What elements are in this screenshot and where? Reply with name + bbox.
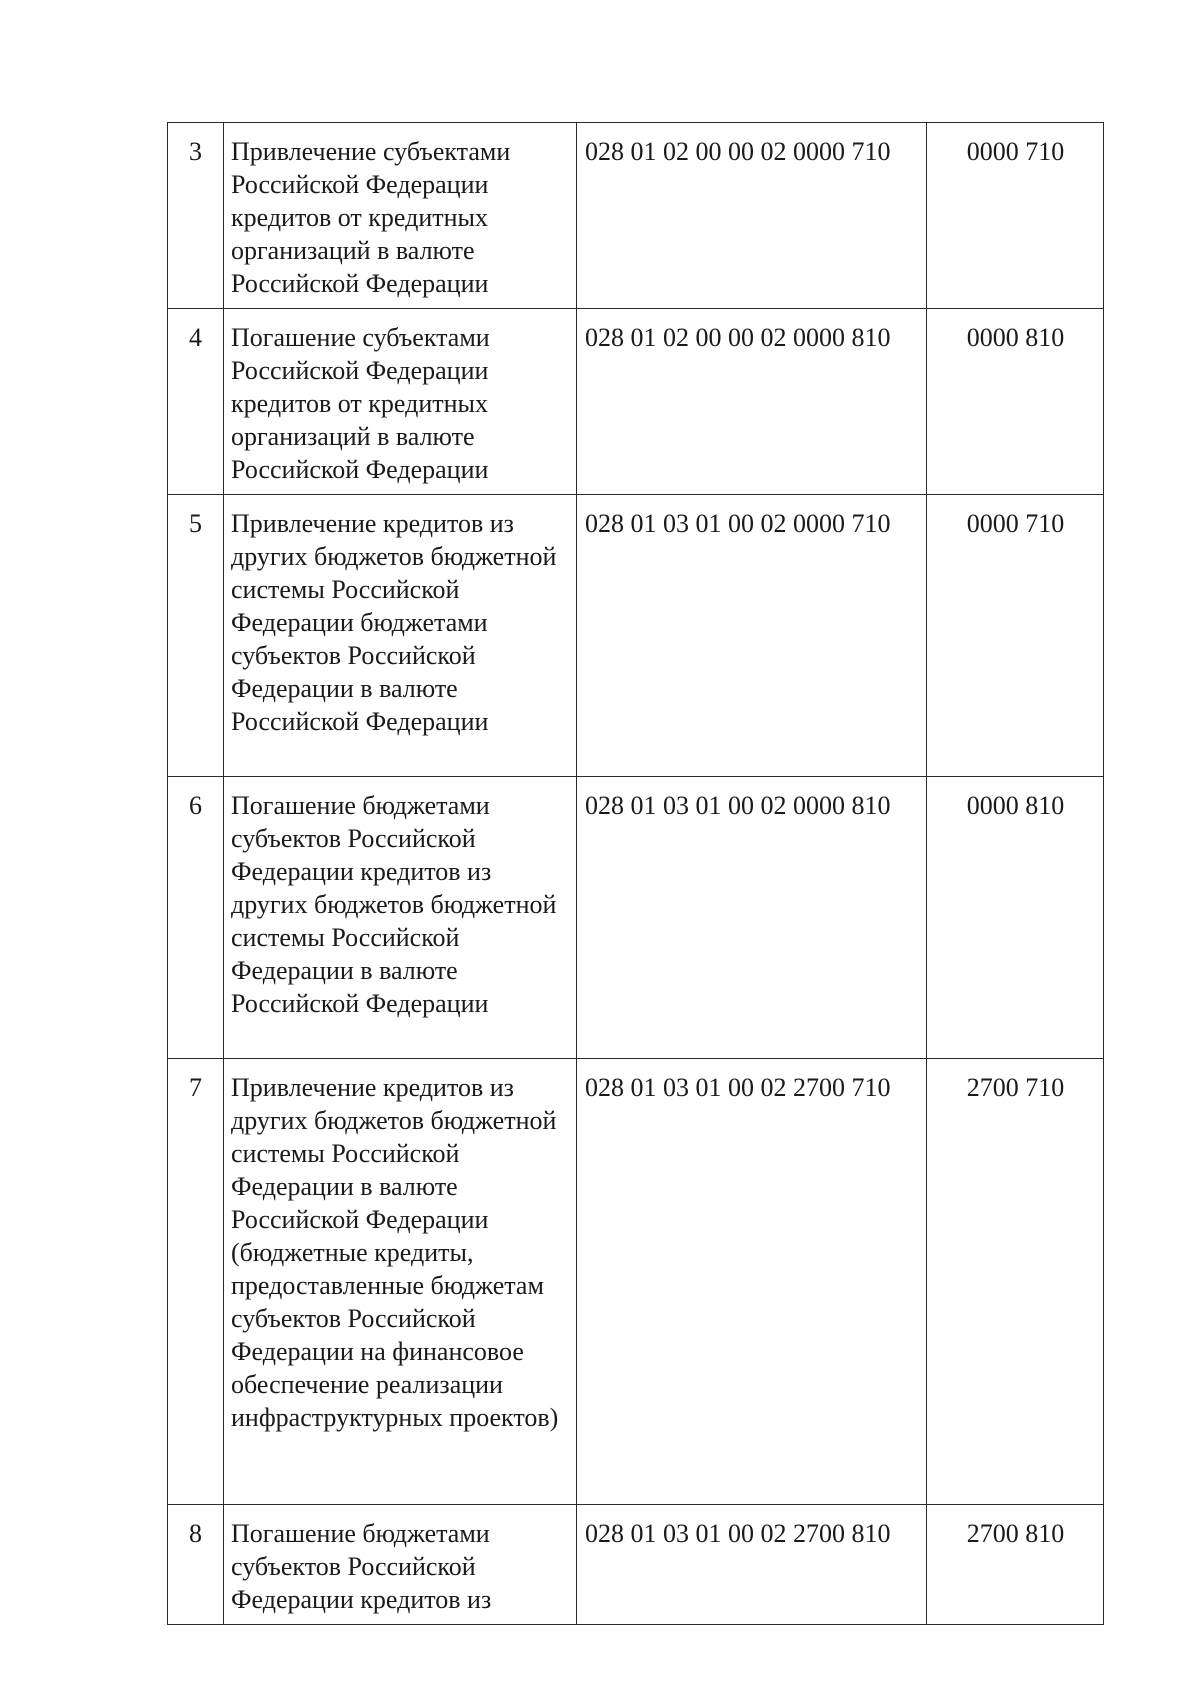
row-budget-code: 028 01 02 00 00 02 0000 710: [577, 123, 927, 309]
row-number: 8: [168, 1505, 224, 1625]
row-short-code: 0000 810: [927, 777, 1104, 1059]
row-short-code: 0000 710: [927, 123, 1104, 309]
row-description: Привлечение кредитов из других бюджетов бюджетной системы Российской Федерации в валюте Российской Федерации (бюджетные кредиты, предоставленные бюджетам субъектов Российской Федерации на финансовое обеспечение реализации инфраструктурных проектов): [224, 1059, 577, 1505]
row-description: Привлечение кредитов из других бюджетов бюджетной системы Российской Федерации бюджетами субъектов Российской Федерации в валюте Российской Федерации: [224, 495, 577, 777]
row-number: 3: [168, 123, 224, 309]
budget-codes-table: [167, 122, 1104, 1625]
row-number: 4: [168, 309, 224, 495]
row-number: 5: [168, 495, 224, 777]
row-description: Погашение бюджетами субъектов Российской Федерации кредитов из: [224, 1505, 577, 1625]
row-number: 6: [168, 777, 224, 1059]
row-budget-code: 028 01 03 01 00 02 2700 810: [577, 1505, 927, 1625]
row-description: Погашение бюджетами субъектов Российской Федерации кредитов из других бюджетов бюджетной системы Российской Федерации в валюте Российской Федерации: [224, 777, 577, 1059]
row-budget-code: 028 01 02 00 00 02 0000 810: [577, 309, 927, 495]
row-short-code: 2700 710: [927, 1059, 1104, 1505]
row-budget-code: 028 01 03 01 00 02 0000 810: [577, 777, 927, 1059]
row-short-code: 0000 810: [927, 309, 1104, 495]
row-short-code: 2700 810: [927, 1505, 1104, 1625]
row-budget-code: 028 01 03 01 00 02 2700 710: [577, 1059, 927, 1505]
table-row: [168, 777, 1104, 1059]
row-description: Привлечение субъектами Российской Федерации кредитов от кредитных организаций в валюте Российской Федерации: [224, 123, 577, 309]
table-row: [168, 309, 1104, 495]
row-number: 7: [168, 1059, 224, 1505]
table-row: [168, 1059, 1104, 1505]
table-row: [168, 123, 1104, 309]
table-row: [168, 495, 1104, 777]
row-budget-code: 028 01 03 01 00 02 0000 710: [577, 495, 927, 777]
row-description: Погашение субъектами Российской Федерации кредитов от кредитных организаций в валюте Российской Федерации: [224, 309, 577, 495]
table-row: [168, 1505, 1104, 1625]
row-short-code: 0000 710: [927, 495, 1104, 777]
